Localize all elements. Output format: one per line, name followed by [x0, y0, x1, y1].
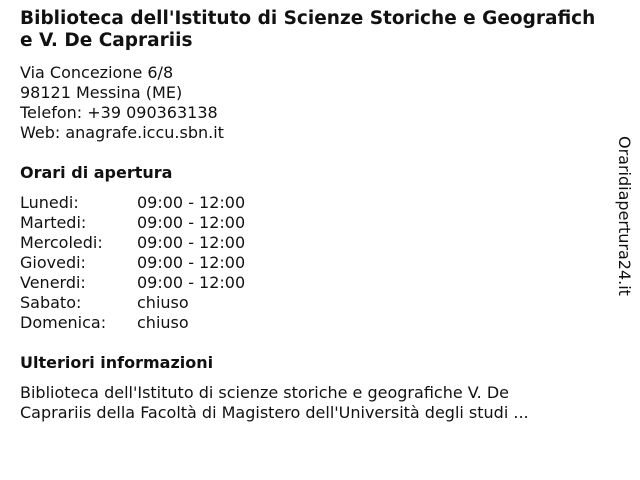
info-description: Biblioteca dell'Istituto di scienze storiche e geografiche V. De Caprariis della Facoltà di Magistero dell'Università degli studi ...: [20, 383, 529, 422]
site-watermark: Oraridiapertura24.it: [615, 136, 634, 296]
hours-time: chiuso: [137, 293, 189, 312]
hours-day: Giovedi:: [20, 253, 86, 272]
hours-day: Lunedi:: [20, 193, 79, 212]
hours-row-thursday: [20, 253, 600, 273]
library-title: Biblioteca dell'Istituto di Scienze Storiche e Geografiche V. De Caprariis: [20, 8, 596, 51]
hours-row-saturday: [20, 293, 600, 313]
address-city: 98121 Messina (ME): [20, 83, 183, 102]
phone-number: Telefon: +39 090363138: [20, 103, 218, 122]
hours-day: Domenica:: [20, 313, 107, 332]
contact-block: [20, 63, 600, 143]
hours-time: 09:00 - 12:00: [137, 213, 246, 232]
hours-row-wednesday: [20, 233, 600, 253]
hours-row-sunday: [20, 313, 600, 333]
hours-day: Venerdi:: [20, 273, 86, 292]
library-card: [20, 8, 600, 423]
hours-time: 09:00 - 12:00: [137, 253, 246, 272]
website-link[interactable]: Web: anagrafe.iccu.sbn.it: [20, 123, 224, 142]
hours-row-tuesday: [20, 213, 600, 233]
hours-row-friday: [20, 273, 600, 293]
hours-day: Mercoledi:: [20, 233, 103, 252]
hours-day: Martedi:: [20, 213, 87, 232]
hours-time: chiuso: [137, 313, 189, 332]
hours-time: 09:00 - 12:00: [137, 273, 246, 292]
info-heading: Ulteriori informazioni: [20, 353, 214, 372]
hours-heading: Orari di apertura: [20, 163, 173, 182]
address-street: Via Concezione 6/8: [20, 63, 174, 82]
hours-time: 09:00 - 12:00: [137, 233, 246, 252]
hours-time: 09:00 - 12:00: [137, 193, 246, 212]
hours-day: Sabato:: [20, 293, 82, 312]
hours-row-monday: [20, 193, 600, 213]
hours-table: [20, 193, 600, 333]
